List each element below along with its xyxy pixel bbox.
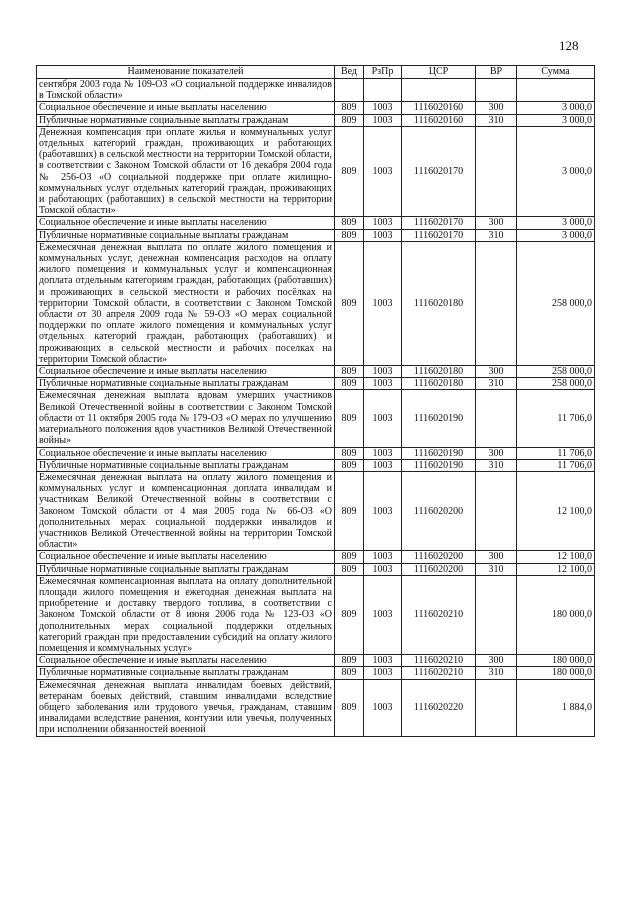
cell-ved: 809 [335,655,364,667]
cell-vr [476,126,517,217]
cell-name: Публичные нормативные социальные выплаты гражданам [37,667,335,679]
table-row [37,390,595,447]
cell-sum: 12 100,0 [517,563,595,575]
cell-rzpr: 1003 [364,390,402,447]
cell-vr: 310 [476,563,517,575]
cell-csr: 1116020180 [402,378,476,390]
cell-vr: 300 [476,217,517,229]
cell-name: Социальное обеспечение и иные выплаты населению [37,551,335,563]
cell-name: сентября 2003 года № 109-ОЗ «О социальной поддержке инвалидов в Томской области» [37,79,335,102]
cell-vr: 310 [476,667,517,679]
cell-vr: 300 [476,655,517,667]
cell-rzpr: 1003 [364,679,402,736]
table-row [37,217,595,229]
table-row [37,551,595,563]
table-row [37,679,595,736]
cell-rzpr: 1003 [364,459,402,471]
cell-name: Социальное обеспечение и иные выплаты населению [37,447,335,459]
cell-ved: 809 [335,575,364,654]
cell-csr: 1116020170 [402,229,476,241]
table-header-row [37,66,595,79]
cell-vr: 310 [476,229,517,241]
cell-ved: 809 [335,459,364,471]
cell-sum: 11 706,0 [517,447,595,459]
header-vr: ВР [476,66,517,79]
cell-csr: 1116020210 [402,667,476,679]
cell-rzpr: 1003 [364,575,402,654]
cell-ved: 809 [335,378,364,390]
cell-rzpr: 1003 [364,241,402,365]
cell-rzpr: 1003 [364,447,402,459]
cell-ved: 809 [335,241,364,365]
cell-csr: 1116020200 [402,563,476,575]
cell-vr [476,679,517,736]
cell-vr [476,575,517,654]
cell-name: Ежемесячная компенсационная выплата на оплату дополнительной площади жилого помещения и ежегодная денежная выплата на приобретение и доставку твердого топлива, в соответствии с Законом Томской области от 8 июня 2006 года № 123-ОЗ «О дополнительных мерах социальной поддержки отдельных категорий граждан при предоставлении субсидий на оплату жилого помещения и коммунальных услуг» [37,575,335,654]
table-row [37,114,595,126]
table-row [37,229,595,241]
cell-csr: 1116020160 [402,102,476,114]
budget-table [36,65,595,737]
cell-sum: 180 000,0 [517,575,595,654]
cell-ved: 809 [335,229,364,241]
table-row [37,102,595,114]
cell-rzpr: 1003 [364,102,402,114]
cell-sum: 3 000,0 [517,102,595,114]
table-row [37,471,595,550]
table-row [37,241,595,365]
cell-sum: 11 706,0 [517,459,595,471]
cell-csr [402,79,476,102]
cell-sum: 11 706,0 [517,390,595,447]
table-row [37,378,595,390]
cell-ved: 809 [335,447,364,459]
cell-ved: 809 [335,390,364,447]
cell-rzpr: 1003 [364,229,402,241]
cell-sum: 3 000,0 [517,229,595,241]
header-sum: Сумма [517,66,595,79]
cell-csr: 1116020210 [402,655,476,667]
table-row [37,575,595,654]
cell-ved: 809 [335,679,364,736]
cell-name: Социальное обеспечение и иные выплаты населению [37,102,335,114]
cell-ved: 809 [335,126,364,217]
table-row [37,655,595,667]
cell-name: Денежная компенсация при оплате жилья и коммунальных услуг отдельных категорий граждан, проживающих и работающих (работавших) в сельской местности на территории Томской области, в соответствии с Законом Томской области от 16 декабря 2004 года № 256-ОЗ «О социальной поддержке при оплате жилищно-коммунальных услуг отдельных категорий граждан, проживающих и работающих (работавших) в сельской местности на территории Томской области» [37,126,335,217]
cell-csr: 1116020200 [402,551,476,563]
cell-sum: 180 000,0 [517,667,595,679]
cell-rzpr [364,79,402,102]
cell-name: Публичные нормативные социальные выплаты гражданам [37,459,335,471]
cell-rzpr: 1003 [364,366,402,378]
cell-name: Социальное обеспечение и иные выплаты населению [37,217,335,229]
cell-csr: 1116020190 [402,390,476,447]
table-row [37,79,595,102]
cell-vr [476,241,517,365]
cell-vr [476,471,517,550]
cell-sum [517,79,595,102]
cell-csr: 1116020170 [402,217,476,229]
cell-sum: 258 000,0 [517,366,595,378]
cell-ved: 809 [335,563,364,575]
header-ved: Вед [335,66,364,79]
cell-rzpr: 1003 [364,551,402,563]
cell-csr: 1116020180 [402,366,476,378]
cell-rzpr: 1003 [364,563,402,575]
table-row [37,366,595,378]
cell-rzpr: 1003 [364,217,402,229]
cell-name: Публичные нормативные социальные выплаты гражданам [37,229,335,241]
cell-vr: 300 [476,551,517,563]
cell-ved: 809 [335,114,364,126]
cell-sum: 12 100,0 [517,471,595,550]
cell-sum: 3 000,0 [517,114,595,126]
cell-csr: 1116020160 [402,114,476,126]
table-row [37,447,595,459]
cell-vr: 310 [476,114,517,126]
cell-ved [335,79,364,102]
cell-vr: 300 [476,366,517,378]
cell-name: Ежемесячная денежная выплата по оплате жилого помещения и коммунальных услуг, денежная компенсация расходов на оплату жилого помещения и коммунальных услуг и компенсационная доплата отдельным категориям граждан, работающих (работавших) и проживающих в сельской местности и рабочих посёлках на территории Томской области, в соответствии с Законом Томской области от 30 апреля 2009 года № 59-ОЗ «О мерах социальной поддержки по оплате жилого помещения и коммунальных услуг отдельных категорий граждан, работающих (работавших) и проживающих в сельской местности и рабочих поселках на территории Томской области» [37,241,335,365]
cell-sum: 1 884,0 [517,679,595,736]
cell-rzpr: 1003 [364,378,402,390]
cell-ved: 809 [335,102,364,114]
cell-ved: 809 [335,217,364,229]
cell-rzpr: 1003 [364,655,402,667]
cell-csr: 1116020200 [402,471,476,550]
cell-sum: 258 000,0 [517,241,595,365]
cell-rzpr: 1003 [364,126,402,217]
cell-sum: 3 000,0 [517,217,595,229]
cell-rzpr: 1003 [364,667,402,679]
cell-vr: 300 [476,102,517,114]
table-row [37,459,595,471]
cell-sum: 3 000,0 [517,126,595,217]
cell-ved: 809 [335,471,364,550]
cell-ved: 809 [335,551,364,563]
cell-csr: 1116020220 [402,679,476,736]
page-number: 128 [559,38,579,53]
cell-sum: 258 000,0 [517,378,595,390]
cell-rzpr: 1003 [364,471,402,550]
cell-name: Публичные нормативные социальные выплаты гражданам [37,563,335,575]
cell-sum: 12 100,0 [517,551,595,563]
table-row [37,126,595,217]
table-row [37,563,595,575]
cell-name: Публичные нормативные социальные выплаты гражданам [37,114,335,126]
cell-name: Ежемесячная денежная выплата на оплату жилого помещения и коммунальных услуг и компенсационная доплата инвалидам и участникам Великой Отечественной войны в соответствии с Законом Томской области от 4 мая 2005 года № 66-ОЗ «О дополнительных мерах социальной поддержки инвалидов и участников Великой Отечественной войны на территории Томской области» [37,471,335,550]
cell-sum: 180 000,0 [517,655,595,667]
header-name: Наименование показателей [37,66,335,79]
cell-vr: 310 [476,459,517,471]
cell-csr: 1116020190 [402,459,476,471]
cell-ved: 809 [335,366,364,378]
cell-name: Социальное обеспечение и иные выплаты населению [37,366,335,378]
cell-csr: 1116020210 [402,575,476,654]
cell-name: Публичные нормативные социальные выплаты гражданам [37,378,335,390]
cell-csr: 1116020190 [402,447,476,459]
cell-name: Ежемесячная денежная выплата вдовам умерших участников Великой Отечественной войны в соответствии с Законом Томской области от 11 октября 2005 года № 179-ОЗ «О мерах по улучшению материального положения вдов участников Великой Отечественной войны» [37,390,335,447]
cell-name: Социальное обеспечение и иные выплаты населению [37,655,335,667]
cell-vr [476,390,517,447]
cell-name: Ежемесячная денежная выплата инвалидам боевых действий, ветеранам боевых действий, ставшим инвалидами вследствие общего заболевания или трудового увечья, гражданам, ставшим инвалидами вследствие ранения, контузии или увечья, полученных при исполнении обязанностей военной [37,679,335,736]
cell-ved: 809 [335,667,364,679]
header-rzpr: РзПр [364,66,402,79]
cell-vr: 310 [476,378,517,390]
header-csr: ЦСР [402,66,476,79]
cell-csr: 1116020170 [402,126,476,217]
cell-rzpr: 1003 [364,114,402,126]
cell-vr [476,79,517,102]
table-row [37,667,595,679]
cell-vr: 300 [476,447,517,459]
cell-csr: 1116020180 [402,241,476,365]
